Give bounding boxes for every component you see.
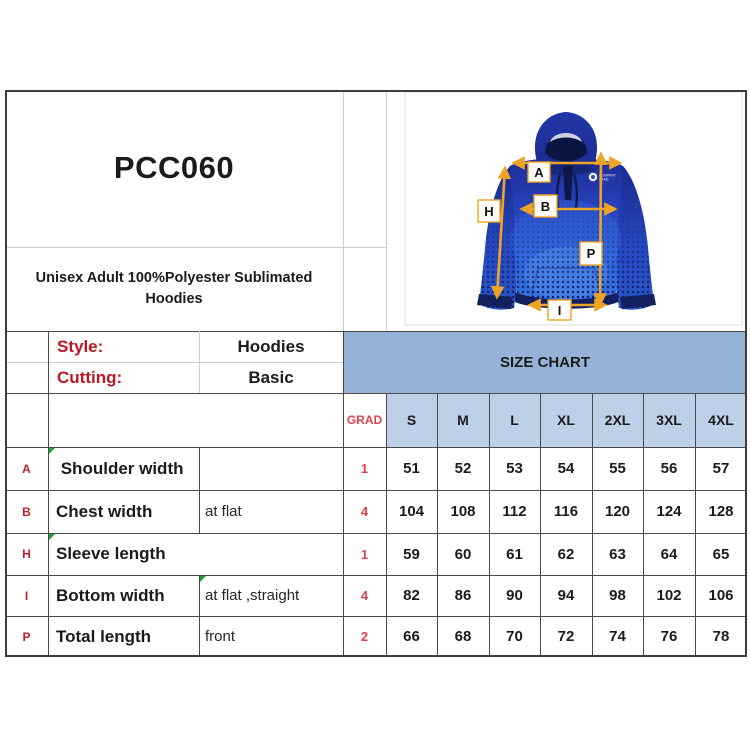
row-name: Chest width [56, 501, 153, 521]
grid-line [48, 331, 49, 657]
size-value: 94 [557, 587, 575, 604]
size-value: 74 [609, 628, 626, 645]
size-header-S: S [386, 393, 437, 447]
grid-line [5, 616, 747, 617]
size-header-XL: XL [540, 393, 592, 447]
size-value: 56 [660, 460, 678, 477]
grid-line [643, 393, 644, 657]
size-value: 53 [506, 460, 523, 477]
row-name: Bottom width [56, 585, 165, 605]
row-note: at flat [205, 503, 242, 520]
spec-table [5, 90, 747, 657]
size-value: 68 [454, 628, 472, 645]
product-photo [386, 90, 747, 331]
size-header-L: L [489, 393, 540, 447]
grid-line [5, 447, 747, 448]
row-letter-A: A [22, 461, 31, 476]
grid-line [5, 490, 747, 491]
measure-label-p: P [586, 246, 596, 261]
size-value: 102 [656, 587, 682, 604]
grid-line [437, 393, 438, 657]
size-value: 52 [454, 460, 472, 477]
size-value: 112 [502, 503, 527, 520]
comment-marker [49, 448, 55, 454]
table-border [5, 90, 747, 92]
hoodie-drawing [477, 112, 656, 310]
grid-line [5, 362, 343, 363]
row-note [199, 447, 343, 490]
grid-line [199, 575, 200, 657]
row-name: Shoulder width [56, 458, 184, 478]
size-value: 90 [506, 587, 523, 604]
size-value: 63 [609, 545, 626, 563]
size-header-2XL: 2XL [592, 393, 643, 447]
row-grad: 4 [360, 504, 369, 519]
grid-line [5, 575, 747, 576]
grid-line [386, 393, 387, 657]
size-value: 55 [609, 460, 626, 477]
size-value: 86 [454, 587, 472, 604]
measure-label-b: B [540, 199, 551, 214]
grad-header: GRAD [346, 413, 383, 427]
grid-line [540, 393, 541, 657]
grid-line [489, 393, 490, 657]
measure-label-i: I [557, 303, 562, 318]
size-chart-title: SIZE CHART [343, 331, 747, 393]
size-value: 65 [712, 545, 730, 563]
size-value: 66 [403, 628, 420, 645]
row-letter-B: B [22, 504, 31, 519]
size-header-M: M [437, 393, 489, 447]
size-value: 60 [454, 545, 472, 563]
size-value: 57 [712, 460, 730, 477]
row-grad: 1 [360, 461, 369, 476]
size-value: 51 [403, 460, 420, 477]
size-value: 61 [506, 545, 523, 563]
measure-label-a: A [534, 165, 544, 180]
size-value: 120 [604, 503, 631, 520]
size-value: 76 [660, 628, 678, 645]
row-grad: 4 [360, 588, 369, 603]
row-grad: 2 [360, 629, 369, 644]
size-value: 108 [450, 503, 476, 520]
comment-marker [49, 534, 55, 540]
grid-line [5, 247, 386, 248]
size-value: 54 [557, 460, 575, 477]
grid-line [343, 331, 344, 657]
size-value: 82 [403, 587, 420, 604]
grid-line [5, 393, 747, 394]
cutting-value: Basic [248, 367, 294, 387]
style-label: Style: [57, 336, 104, 356]
grid-line [386, 90, 387, 331]
measure-arrow-p [600, 154, 601, 304]
logo-text-2: NAME [599, 177, 609, 182]
product-code: PCC060 [113, 150, 235, 185]
row-note: at flat ,straight [205, 587, 300, 604]
row-letter-P: P [22, 629, 31, 644]
size-value: 124 [656, 503, 682, 520]
size-value: 128 [708, 503, 734, 520]
size-value: 59 [403, 545, 420, 563]
comment-marker [200, 576, 206, 582]
size-value: 70 [506, 628, 523, 645]
row-name: Sleeve length [56, 544, 166, 563]
logo-text-1: COMPANY [599, 173, 616, 178]
size-value: 64 [660, 545, 678, 563]
grid-line [199, 447, 200, 533]
size-header-4XL: 4XL [695, 393, 747, 447]
table-border [5, 655, 747, 657]
row-note: front [205, 628, 236, 645]
hoodie-image [386, 90, 747, 331]
size-header-3XL: 3XL [643, 393, 695, 447]
product-description-text: Unisex Adult 100%Polyester Sublimated Hoodies [35, 269, 313, 307]
grid-line [695, 393, 696, 657]
size-value: 116 [553, 503, 579, 520]
grid-line [5, 331, 747, 332]
size-value: 104 [398, 503, 425, 520]
grid-line [592, 393, 593, 657]
style-value: Hoodies [237, 336, 305, 356]
grid-line [5, 533, 747, 534]
row-grad: 1 [360, 546, 369, 562]
size-value: 78 [712, 628, 730, 645]
cutting-label: Cutting: [57, 367, 123, 387]
size-value: 62 [557, 545, 575, 563]
size-value: 98 [609, 587, 626, 604]
table-border [5, 90, 7, 657]
grid-line [199, 331, 200, 393]
row-letter-I: I [24, 588, 29, 603]
row-name: Total length [56, 626, 152, 646]
measure-label-h: H [484, 204, 494, 219]
grid-line [343, 90, 344, 331]
size-value: 106 [708, 587, 734, 604]
row-letter-H: H [22, 547, 31, 561]
product-description [5, 246, 343, 331]
table-border [745, 90, 747, 657]
size-value: 72 [557, 628, 575, 645]
